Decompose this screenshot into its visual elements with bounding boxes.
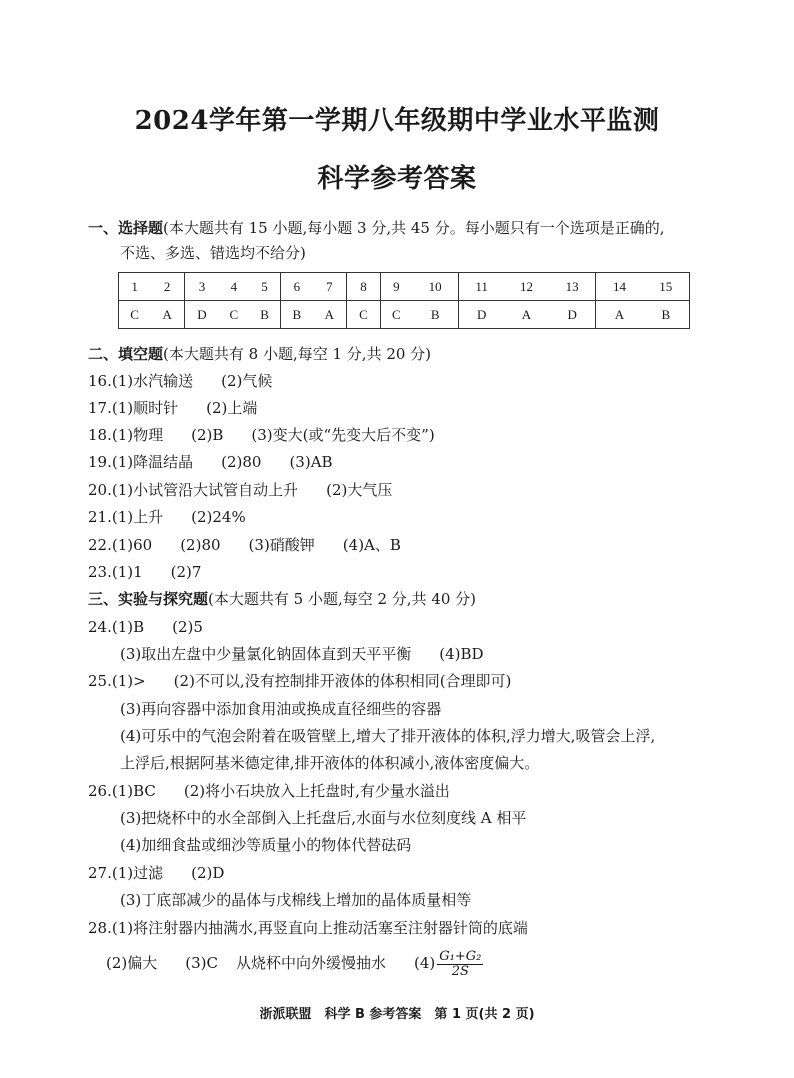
item-part: (3)AB: [289, 453, 333, 471]
item-part: (2)上端: [206, 399, 258, 417]
list-item: [88, 617, 203, 637]
list-item: [88, 371, 272, 391]
table-cell-answer: A: [596, 301, 643, 329]
answer-text: (2)5: [172, 618, 203, 636]
table-cell-number: 5: [249, 273, 281, 301]
list-item: [88, 480, 392, 500]
list-item: [88, 671, 511, 691]
list-item: [88, 425, 435, 445]
item-part: (2)B: [191, 426, 224, 444]
table-cell-number: 3: [185, 273, 219, 301]
list-item: [88, 781, 450, 801]
item-part: (1)60: [111, 536, 153, 554]
table-cell-answer: A: [150, 301, 184, 329]
answer-text: 上浮后,根据阿基米德定律,排开液体的体积减小,液体密度偏大。: [120, 754, 540, 772]
list-item: [88, 507, 246, 527]
table-cell-number: 7: [312, 273, 346, 301]
table-cell-number: 8: [347, 273, 381, 301]
answer-text: 24.(1)B: [88, 618, 145, 636]
fraction: [437, 950, 483, 979]
table-cell-answer: D: [549, 301, 596, 329]
item-part: (3)变大(或“先变大后不变”): [251, 426, 435, 444]
table-cell-number: 1: [119, 273, 151, 301]
item-part: (2)7: [170, 563, 202, 581]
table-cell-number: 2: [150, 273, 184, 301]
item-part: (2)24%: [191, 508, 246, 526]
fraction-denominator: 2S: [451, 963, 469, 979]
list-item: [88, 562, 201, 582]
section2-intro: [88, 344, 431, 364]
table-cell-number: 6: [281, 273, 313, 301]
item-number: 19.: [88, 453, 112, 471]
table-cell-answer: D: [459, 301, 504, 329]
answer-text: (3)再向容器中添加食用油或换成直径细些的容器: [120, 700, 442, 718]
table-cell-answer: C: [219, 301, 249, 329]
section1-desc-line1: (本大题共有 15 小题,每小题 3 分,共 45 分。每小题只有一个选项是正确的,: [163, 219, 665, 237]
section3-heading: 三、实验与探究题: [88, 590, 209, 608]
table-cell-number: 9: [380, 273, 412, 301]
item-number: 16.: [88, 372, 112, 390]
answer-text: 从烧杯中向外缓慢抽水: [235, 954, 386, 972]
answer-text: 27.(1)过滤: [88, 864, 164, 882]
table-cell-answer: B: [249, 301, 281, 329]
item-number: 20.: [88, 481, 112, 499]
item-number: 23.: [88, 563, 112, 581]
section3-intro: [88, 589, 476, 609]
answer-text: (3)C: [185, 954, 218, 972]
answer-table: [118, 272, 690, 329]
item-number: 22.: [88, 536, 112, 554]
item-part: (3)硝酸钾: [248, 536, 315, 554]
item-number: 21.: [88, 508, 112, 526]
list-item: [88, 863, 224, 883]
answer-text: 28.(1)将注射器内抽满水,再竖直向上推动活塞至注射器针筒的底端: [88, 919, 528, 937]
answer-text: (2)将小石块放入上托盘时,有少量水溢出: [183, 782, 450, 800]
section2-desc: (本大题共有 8 小题,每空 1 分,共 20 分): [163, 345, 432, 363]
list-item: [88, 535, 401, 555]
item-number: 18.: [88, 426, 112, 444]
answer-text: 26.(1)BC: [88, 782, 156, 800]
table-cell-answer: B: [643, 301, 690, 329]
item-part: (1)水汽输送: [111, 372, 194, 390]
table-cell-answer: D: [185, 301, 219, 329]
fraction-numerator: G₁+G₂: [439, 948, 482, 964]
page-title: 2024学年第一学期八年级期中学业水平监测: [134, 106, 660, 136]
table-cell-number: 11: [459, 273, 504, 301]
answer-text: 25.(1)>: [88, 672, 146, 690]
answer-text: (2)偏大: [106, 954, 158, 972]
answer-text: (3)把烧杯中的水全部倒入上托盘后,水面与水位刻度线 A 相平: [120, 809, 527, 827]
table-cell-answer: B: [281, 301, 313, 329]
answer-text: (2)D: [191, 864, 225, 882]
list-item: [88, 452, 333, 472]
item-part: (4)A、B: [342, 536, 401, 554]
table-cell-number: 13: [549, 273, 596, 301]
answer-table-answer-row: [119, 301, 690, 329]
item-part: (2)气候: [221, 372, 273, 390]
section1-heading: 一、选择题: [88, 219, 164, 237]
table-cell-number: 4: [219, 273, 249, 301]
answer-text: (3)取出左盘中少量氯化钠固体直到天平平衡: [120, 645, 412, 663]
answer-table-number-row: [119, 273, 690, 301]
answer-text: (4)可乐中的气泡会附着在吸管壁上,增大了排开液体的体积,浮力增大,吸管会上浮,: [120, 727, 656, 745]
item-part: (1)降温结晶: [111, 453, 194, 471]
item-part: (2)大气压: [326, 481, 393, 499]
answer-text: (4)加细食盐或细沙等质量小的物体代替砝码: [120, 836, 412, 854]
table-cell-answer: A: [312, 301, 346, 329]
item-part: (1)小试管沿大试管自动上升: [111, 481, 299, 499]
item-part: (1)1: [111, 563, 143, 581]
table-cell-answer: C: [347, 301, 381, 329]
list-item: [88, 398, 257, 418]
item-part: (1)物理: [111, 426, 164, 444]
answer-text: (4): [414, 954, 436, 972]
table-cell-number: 15: [643, 273, 690, 301]
section1-desc-line2: 不选、多选、错选均不给分): [120, 244, 306, 262]
answer-text: (2)不可以,没有控制排开液体的体积相同(合理即可): [173, 672, 512, 690]
section1-intro: [88, 218, 665, 238]
item-part: (1)上升: [111, 508, 164, 526]
table-cell-answer: A: [504, 301, 549, 329]
list-item: [120, 644, 484, 664]
item-number: 17.: [88, 399, 112, 417]
table-cell-number: 14: [596, 273, 643, 301]
answer-text: (3)丁底部减少的晶体与戊棉线上增加的晶体质量相等: [120, 891, 472, 909]
section2-heading: 二、填空题: [88, 345, 164, 363]
item-part: (1)顺时针: [111, 399, 179, 417]
table-cell-answer: B: [412, 301, 459, 329]
page-subtitle: 科学参考答案: [317, 164, 477, 194]
list-item: [106, 948, 483, 979]
table-cell-answer: C: [380, 301, 412, 329]
table-cell-number: 10: [412, 273, 459, 301]
item-part: (2)80: [221, 453, 262, 471]
table-cell-number: 12: [504, 273, 549, 301]
item-part: (2)80: [180, 536, 221, 554]
page-footer: 浙派联盟 科学 B 参考答案 第 1 页(共 2 页): [259, 1007, 535, 1022]
section3-desc: (本大题共有 5 小题,每空 2 分,共 40 分): [208, 590, 477, 608]
answer-text: (4)BD: [439, 645, 484, 663]
table-cell-answer: C: [119, 301, 151, 329]
